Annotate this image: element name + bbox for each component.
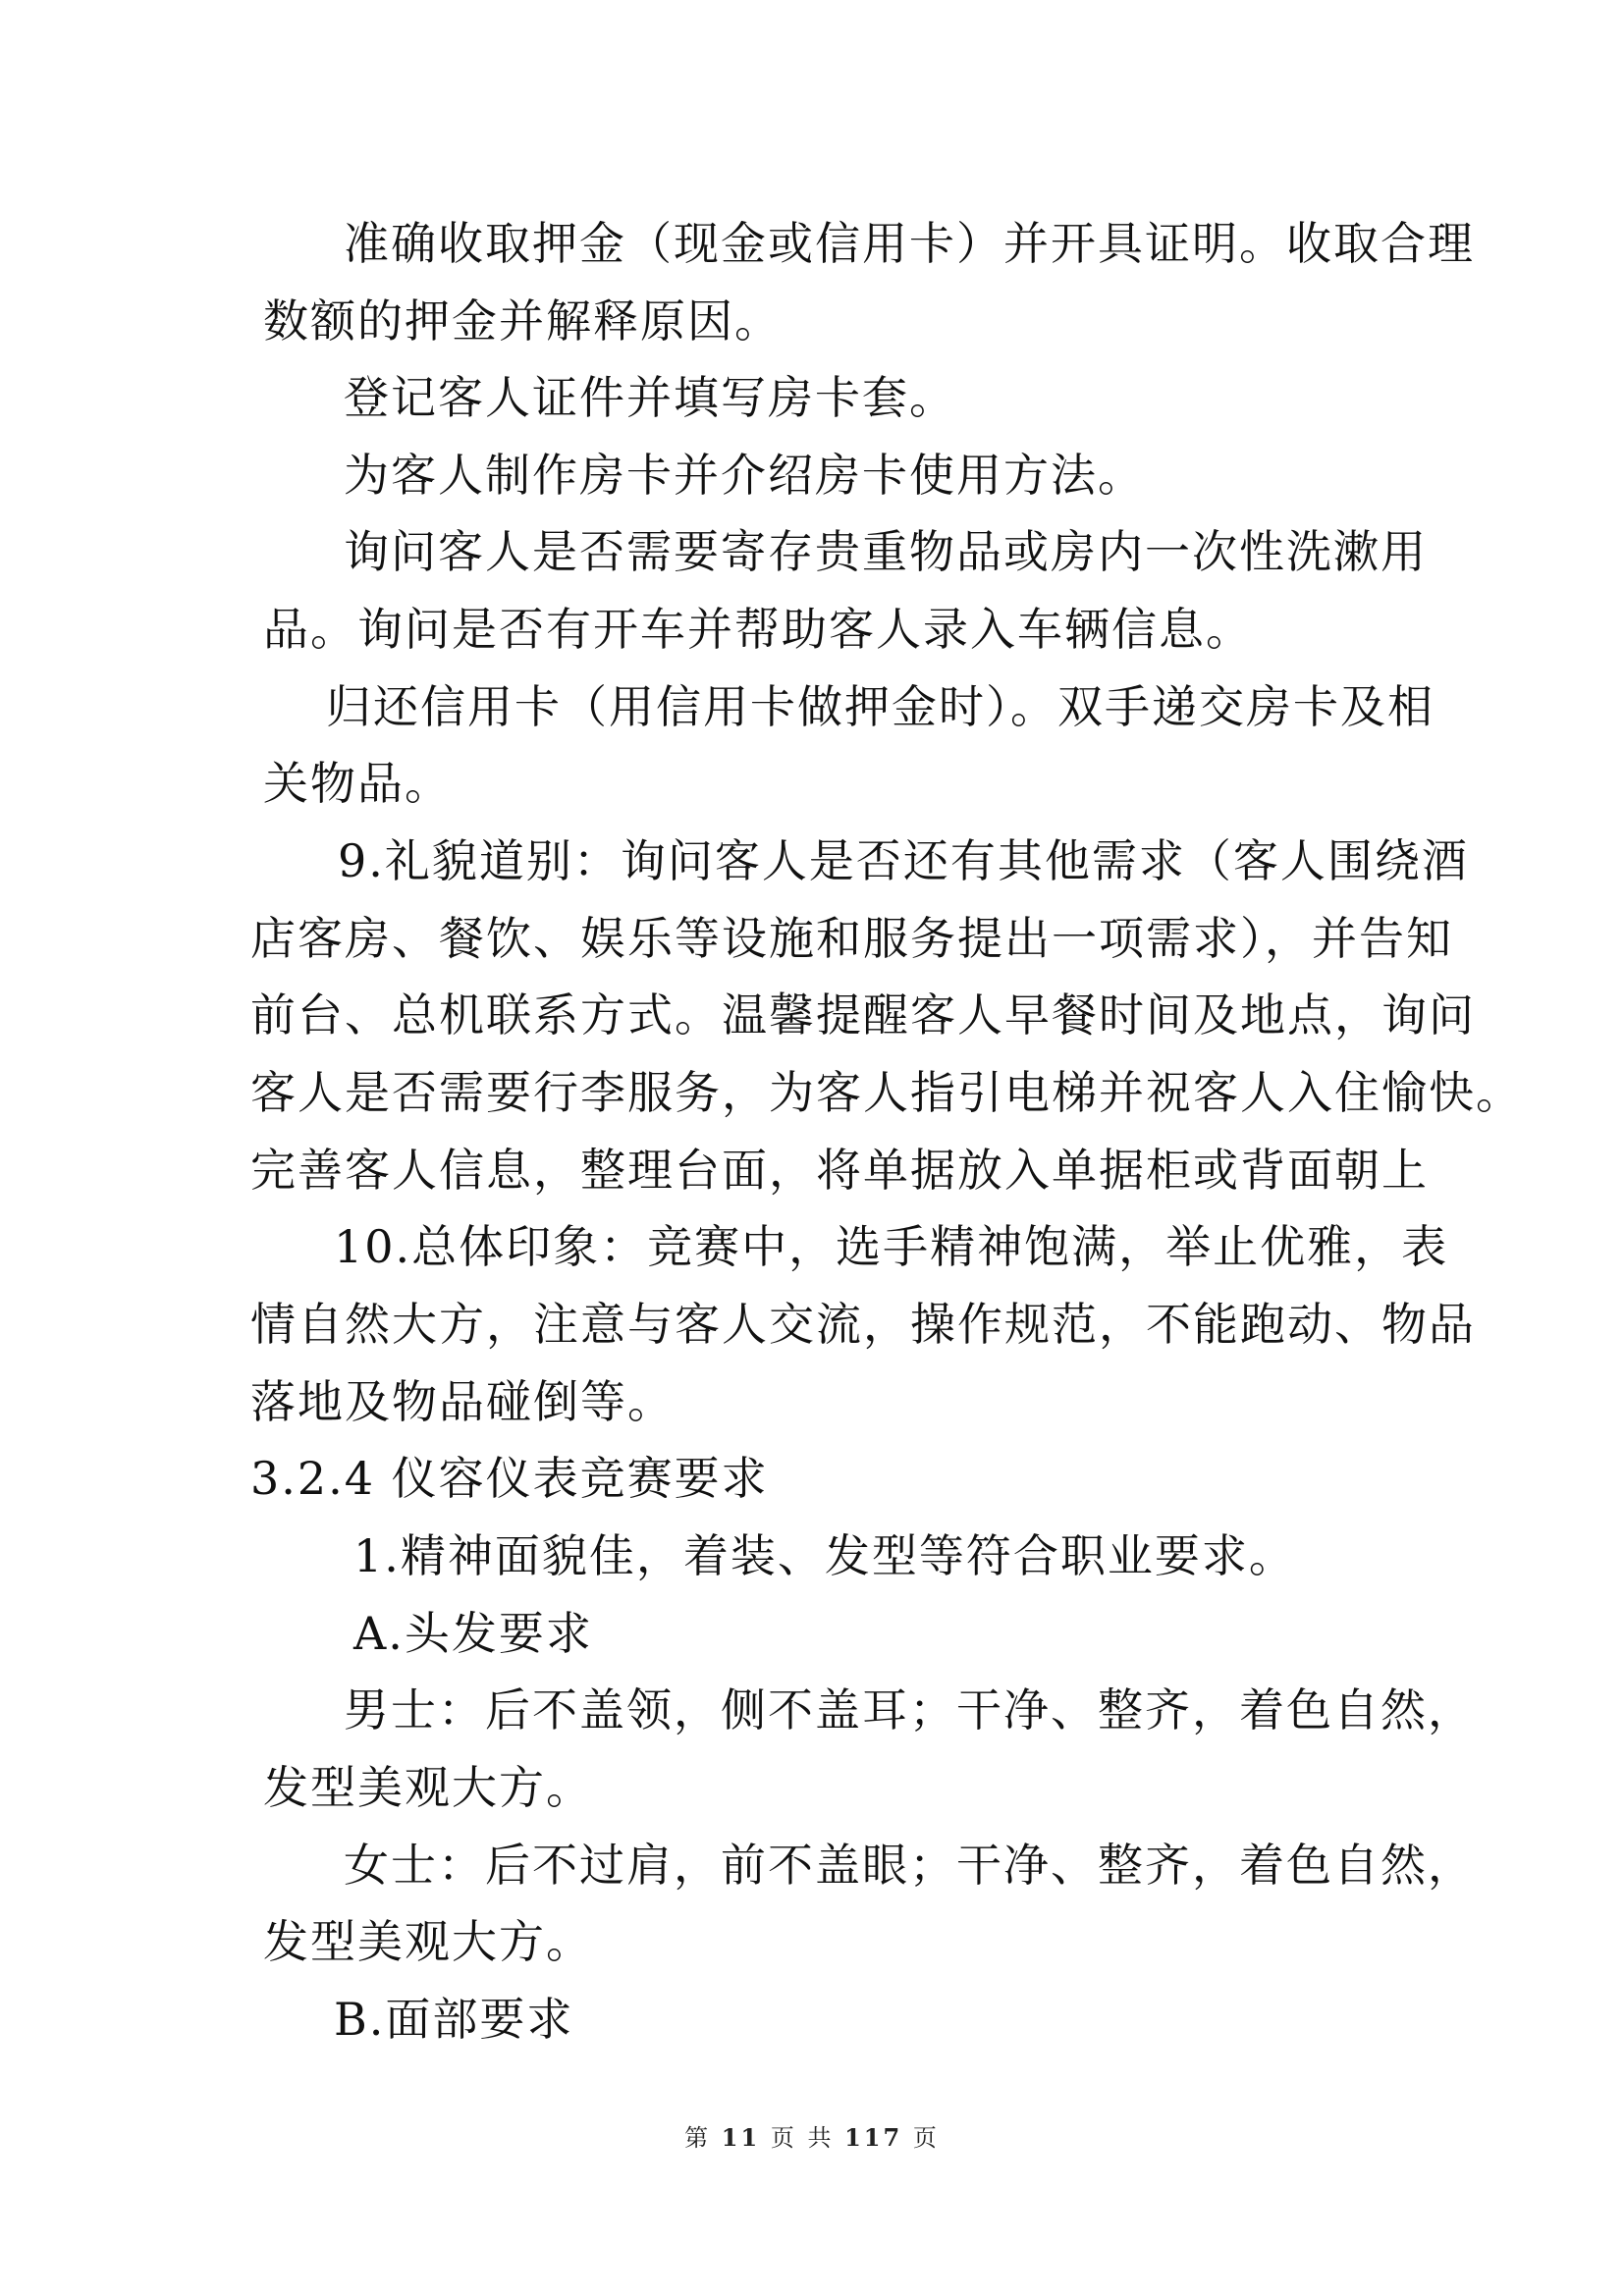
footer-suffix: 页 bbox=[912, 2124, 940, 2152]
text-line: 9.礼貌道别：询问客人是否还有其他需求（客人围绕酒 bbox=[338, 834, 1469, 887]
text-line: 落地及物品碰倒等。 bbox=[250, 1375, 675, 1428]
text-line: 询问客人是否需要寄存贵重物品或房内一次性洗漱用 bbox=[344, 525, 1428, 578]
page-footer bbox=[0, 2120, 1624, 2156]
text-line: 关物品。 bbox=[263, 757, 452, 810]
text-line: 前台、总机联系方式。温馨提醒客人早餐时间及地点，询问 bbox=[250, 988, 1476, 1041]
total-pages-number: 117 bbox=[844, 2123, 903, 2152]
section-heading: 3.2.4 仪容仪表竞赛要求 bbox=[250, 1452, 769, 1505]
text-line: 发型美观大方。 bbox=[263, 1761, 593, 1814]
text-line: 情自然大方，注意与客人交流，操作规范，不能跑动、物品 bbox=[250, 1298, 1476, 1351]
text-line: 归还信用卡（用信用卡做押金时）。双手递交房卡及相 bbox=[326, 680, 1435, 733]
text-line: 发型美观大方。 bbox=[263, 1915, 593, 1968]
subheading: B.面部要求 bbox=[334, 1993, 574, 2046]
text-line: 准确收取押金（现金或信用卡）并开具证明。收取合理 bbox=[344, 217, 1475, 270]
text-line: 客人是否需要行李服务，为客人指引电梯并祝客人入住愉快。 bbox=[250, 1066, 1523, 1119]
text-line: 店客房、餐饮、娱乐等设施和服务提出一项需求），并告知 bbox=[250, 912, 1453, 965]
footer-middle: 页 共 bbox=[770, 2124, 835, 2152]
text-line: 1.精神面貌佳，着装、发型等符合职业要求。 bbox=[353, 1529, 1296, 1582]
text-line: 登记客人证件并填写房卡套。 bbox=[344, 371, 956, 424]
current-page-number: 11 bbox=[721, 2123, 761, 2152]
text-line: 男士：后不盖领，侧不盖耳；干净、整齐，着色自然， bbox=[344, 1683, 1475, 1736]
text-line: 为客人制作房卡并介绍房卡使用方法。 bbox=[344, 449, 1145, 502]
text-line: 10.总体印象：竞赛中，选手精神饱满，举止优雅，表 bbox=[334, 1220, 1449, 1273]
footer-prefix: 第 bbox=[684, 2124, 712, 2152]
text-line: 数额的押金并解释原因。 bbox=[263, 294, 782, 347]
text-line: 完善客人信息，整理台面，将单据放入单据柜或背面朝上 bbox=[250, 1144, 1429, 1197]
subheading: A.头发要求 bbox=[353, 1607, 593, 1660]
text-line: 女士：后不过肩，前不盖眼；干净、整齐，着色自然， bbox=[344, 1839, 1475, 1892]
text-line: 品。询问是否有开车并帮助客人录入车辆信息。 bbox=[263, 603, 1253, 656]
